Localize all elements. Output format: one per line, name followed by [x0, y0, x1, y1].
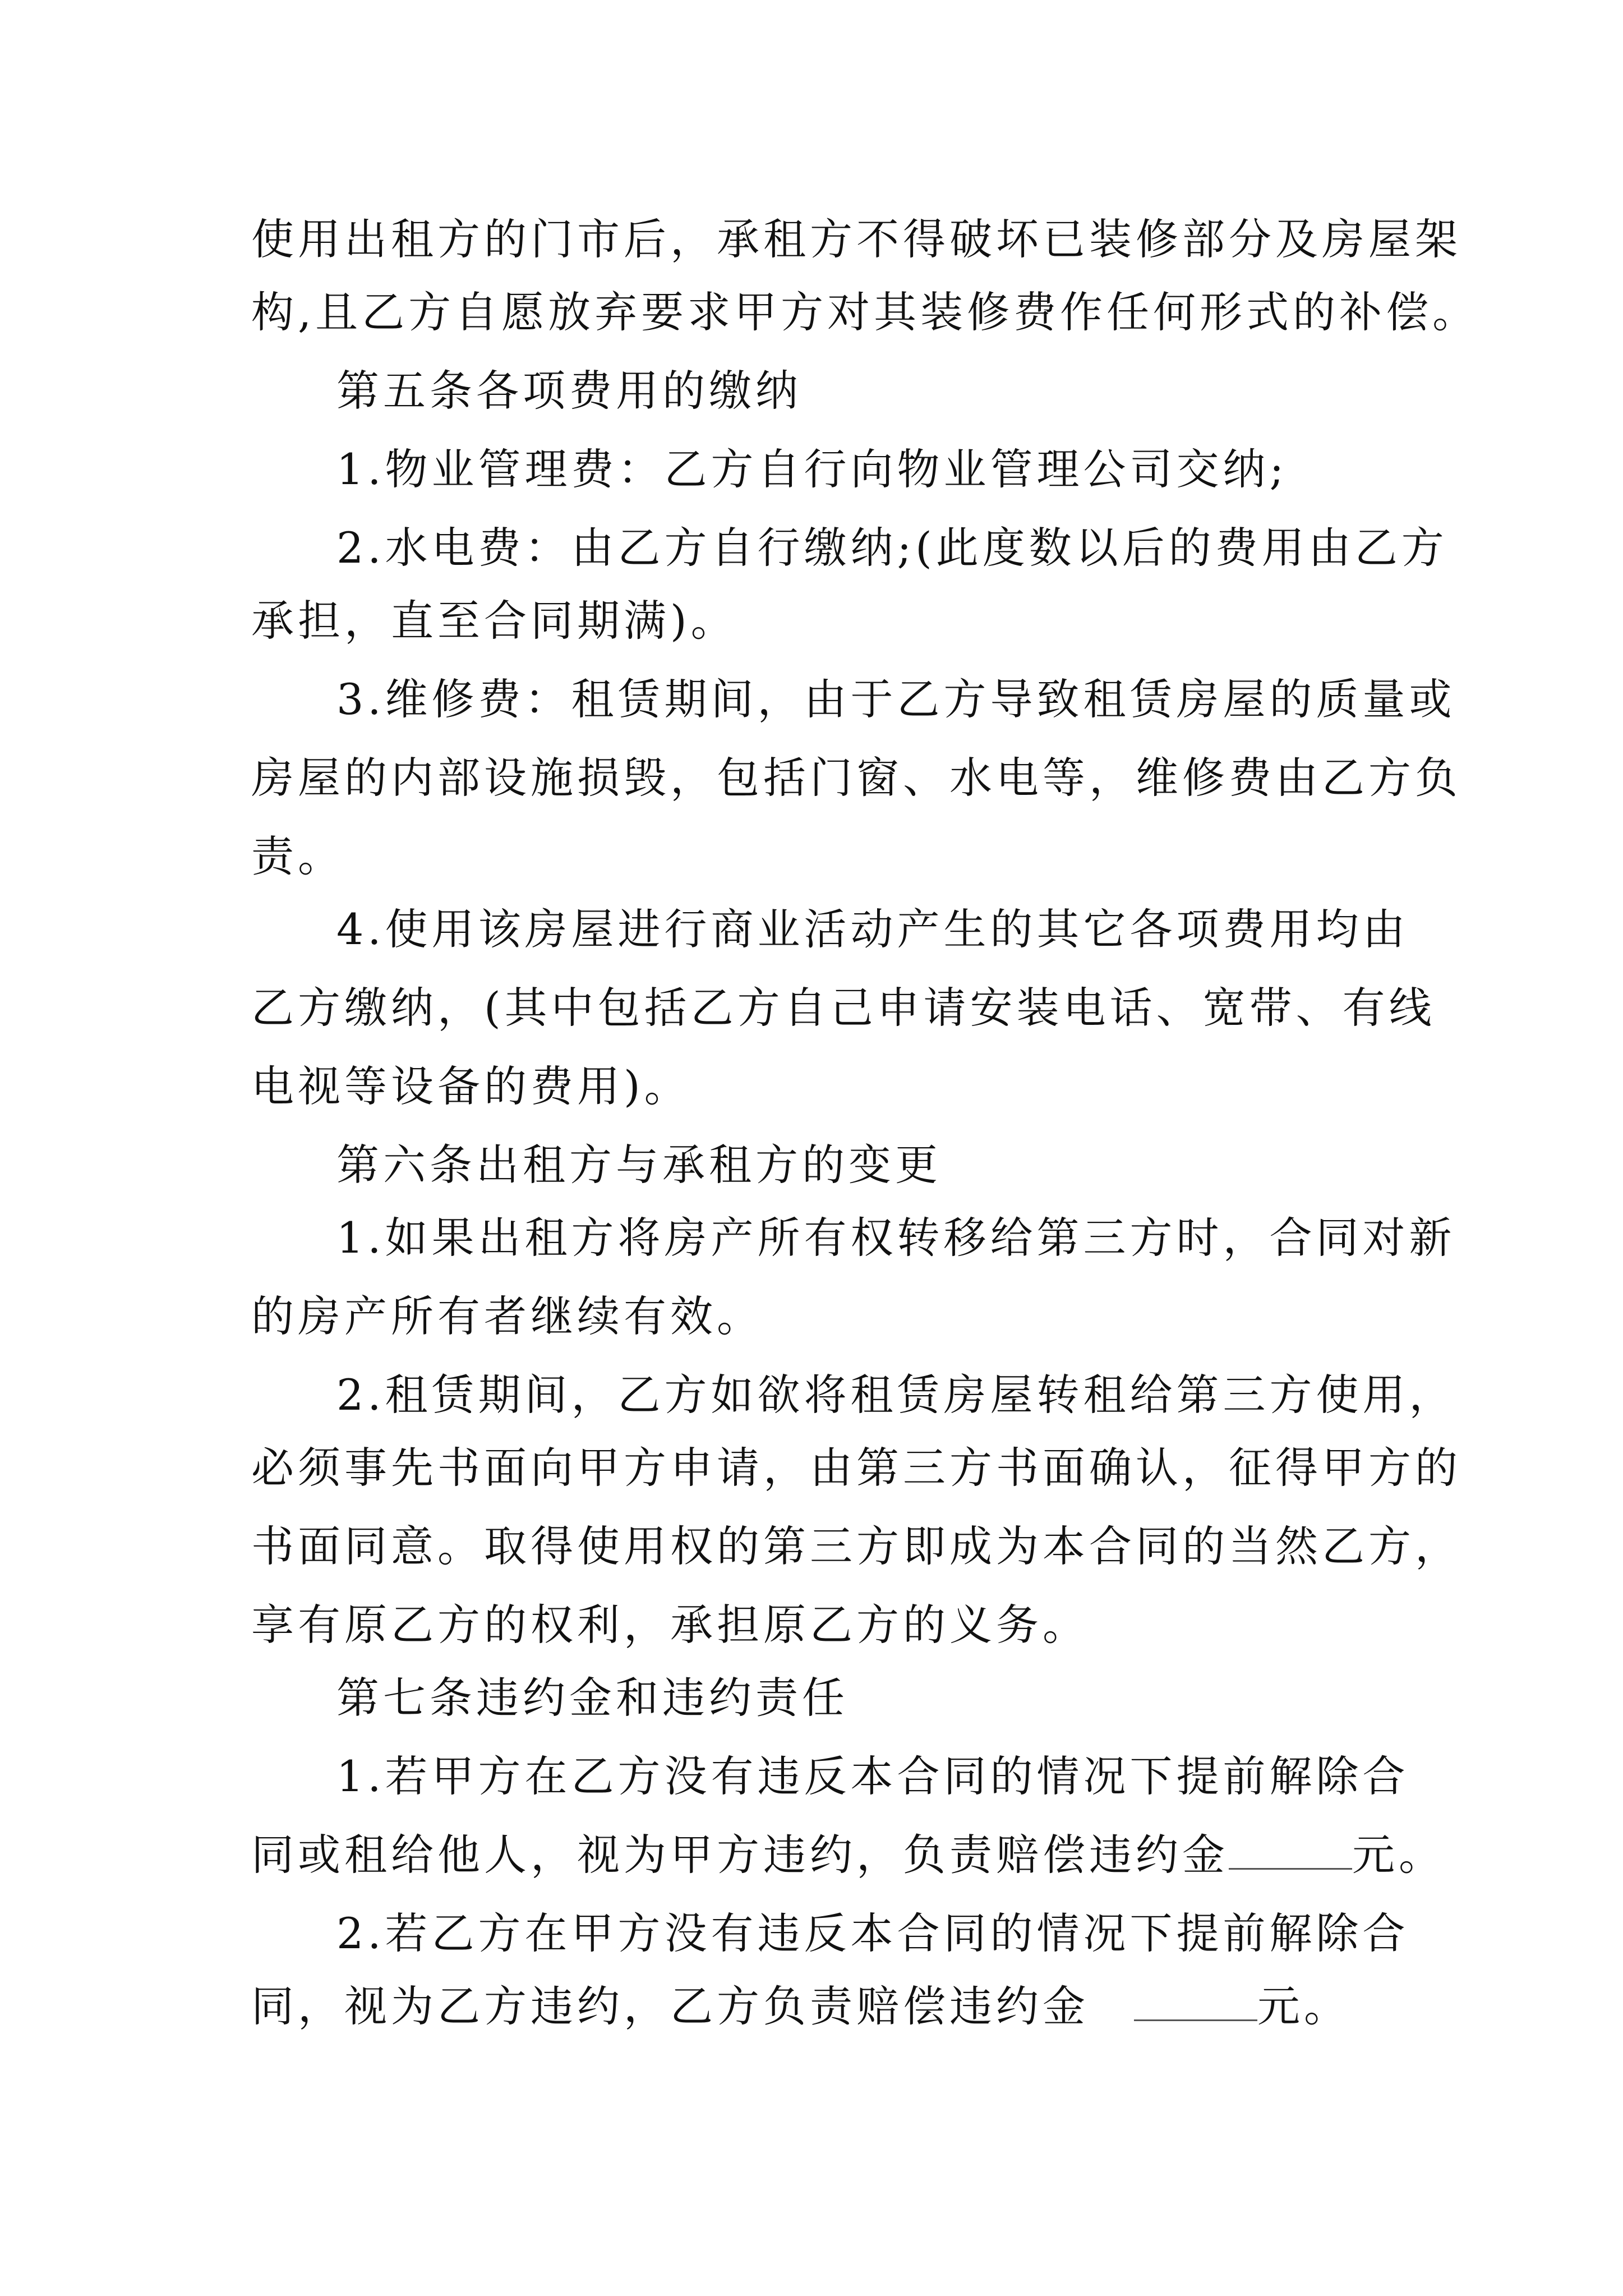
body-line: 2.若乙方在甲方没有违反本合同的情况下提前解除合 [336, 1908, 1409, 1958]
body-line: 乙方缴纳，(其中包括乙方自己申请安装电话、宽带、有线 [251, 983, 1436, 1033]
body-line: 的房产所有者继续有效。 [251, 1291, 763, 1341]
body-line: 1.如果出租方将房产所有权转移给第三方时，合同对新 [336, 1213, 1456, 1263]
body-line: 房屋的内部设施损毁，包括门窗、水电等，维修费由乙方负 [251, 753, 1461, 803]
body-line: 构,且乙方自愿放弃要求甲方对其装修费作任何形式的补偿。 [251, 287, 1479, 337]
penalty-line-party-a [251, 1830, 1445, 1880]
penalty-b-unit: 元。 [1257, 1981, 1350, 2031]
body-line: 4.使用该房屋进行商业活动产生的其它各项费用均由 [336, 904, 1409, 954]
section-heading: 第七条违约金和违约责任 [336, 1673, 849, 1723]
amount-blank [1134, 1984, 1257, 2021]
body-line: 1.若甲方在乙方没有违反本合同的情况下提前解除合 [336, 1751, 1409, 1801]
body-line: 使用出租方的门市后，承租方不得破坏已装修部分及房屋架 [251, 214, 1461, 264]
body-line: 享有原乙方的权利，承担原乙方的义务。 [251, 1600, 1089, 1650]
penalty-line-party-b [251, 1981, 1350, 2032]
amount-blank [1229, 1832, 1352, 1870]
body-line: 2.租赁期间，乙方如欲将租赁房屋转租给第三方使用， [336, 1370, 1456, 1420]
section-heading: 第六条出租方与承租方的变更 [336, 1140, 942, 1190]
body-line: 电视等设备的费用)。 [251, 1061, 691, 1111]
penalty-a-unit: 元。 [1352, 1830, 1445, 1880]
penalty-b-text: 同，视为乙方违约，乙方负责赔偿违约金 [251, 1981, 1089, 2031]
body-line: 承担，直至合同期满)。 [251, 596, 737, 646]
body-line: 责。 [251, 831, 344, 881]
body-line: 必须事先书面向甲方申请，由第三方书面确认，征得甲方的 [251, 1443, 1461, 1493]
body-line: 书面同意。取得使用权的第三方即成为本合同的当然乙方， [251, 1521, 1461, 1571]
penalty-a-text: 同或租给他人，视为甲方违约，负责赔偿违约金 [251, 1830, 1229, 1880]
body-line: 2.水电费：由乙方自行缴纳;(此度数以后的费用由乙方 [336, 523, 1448, 573]
section-heading: 第五条各项费用的缴纳 [336, 366, 802, 416]
body-line: 1.物业管理费：乙方自行向物业管理公司交纳; [336, 444, 1288, 494]
body-line: 3.维修费：租赁期间，由于乙方导致租赁房屋的质量或 [336, 674, 1456, 724]
